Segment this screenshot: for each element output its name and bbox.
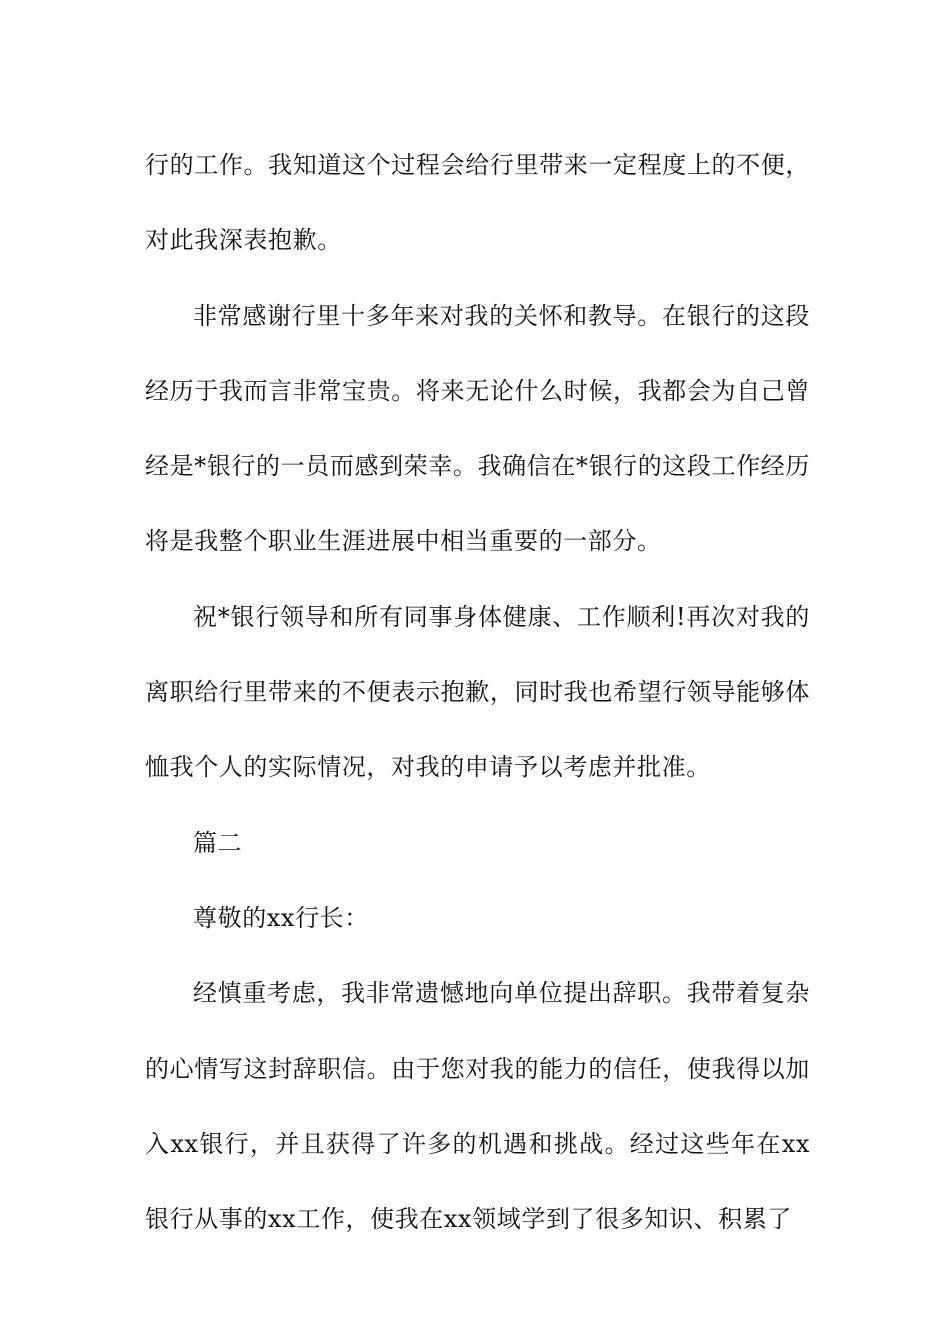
paragraph-wishes: 祝*银行领导和所有同事身体健康、工作顺利!再次对我的离职给行里带来的不便表示抱歉，同时我也希望行领导能够体恤我个人的实际情况，对我的申请予以考虑并批准。 xyxy=(145,602,810,782)
paragraph-continuation: 行的工作。我知道这个过程会给行里带来一定程度上的不便，对此我深表抱歉。 xyxy=(145,151,810,255)
salutation: 尊敬的xx行长： xyxy=(193,903,369,932)
document-body xyxy=(145,128,810,1257)
paragraph-gratitude: 非常感谢行里十多年来对我的关怀和教导。在银行的这段经历于我而言非常宝贵。将来无论什么时候，我都会为自己曾经是*银行的一员而感到荣幸。我确信在*银行的这段工作经历将是我整个职业生涯进展中相当重要的一部分。 xyxy=(145,301,810,556)
paragraph-resignation-intro: 经慎重考虑，我非常遗憾地向单位提出辞职。我带着复杂的心情写这封辞职信。由于您对我的能力的信任，使我得以加入xx银行，并且获得了许多的机遇和挑战。经过这些年在xx银行从事的xx工作，使我在xx领域学到了很多知识、积累了 xyxy=(145,979,810,1234)
section-heading: 篇二 xyxy=(193,828,243,857)
